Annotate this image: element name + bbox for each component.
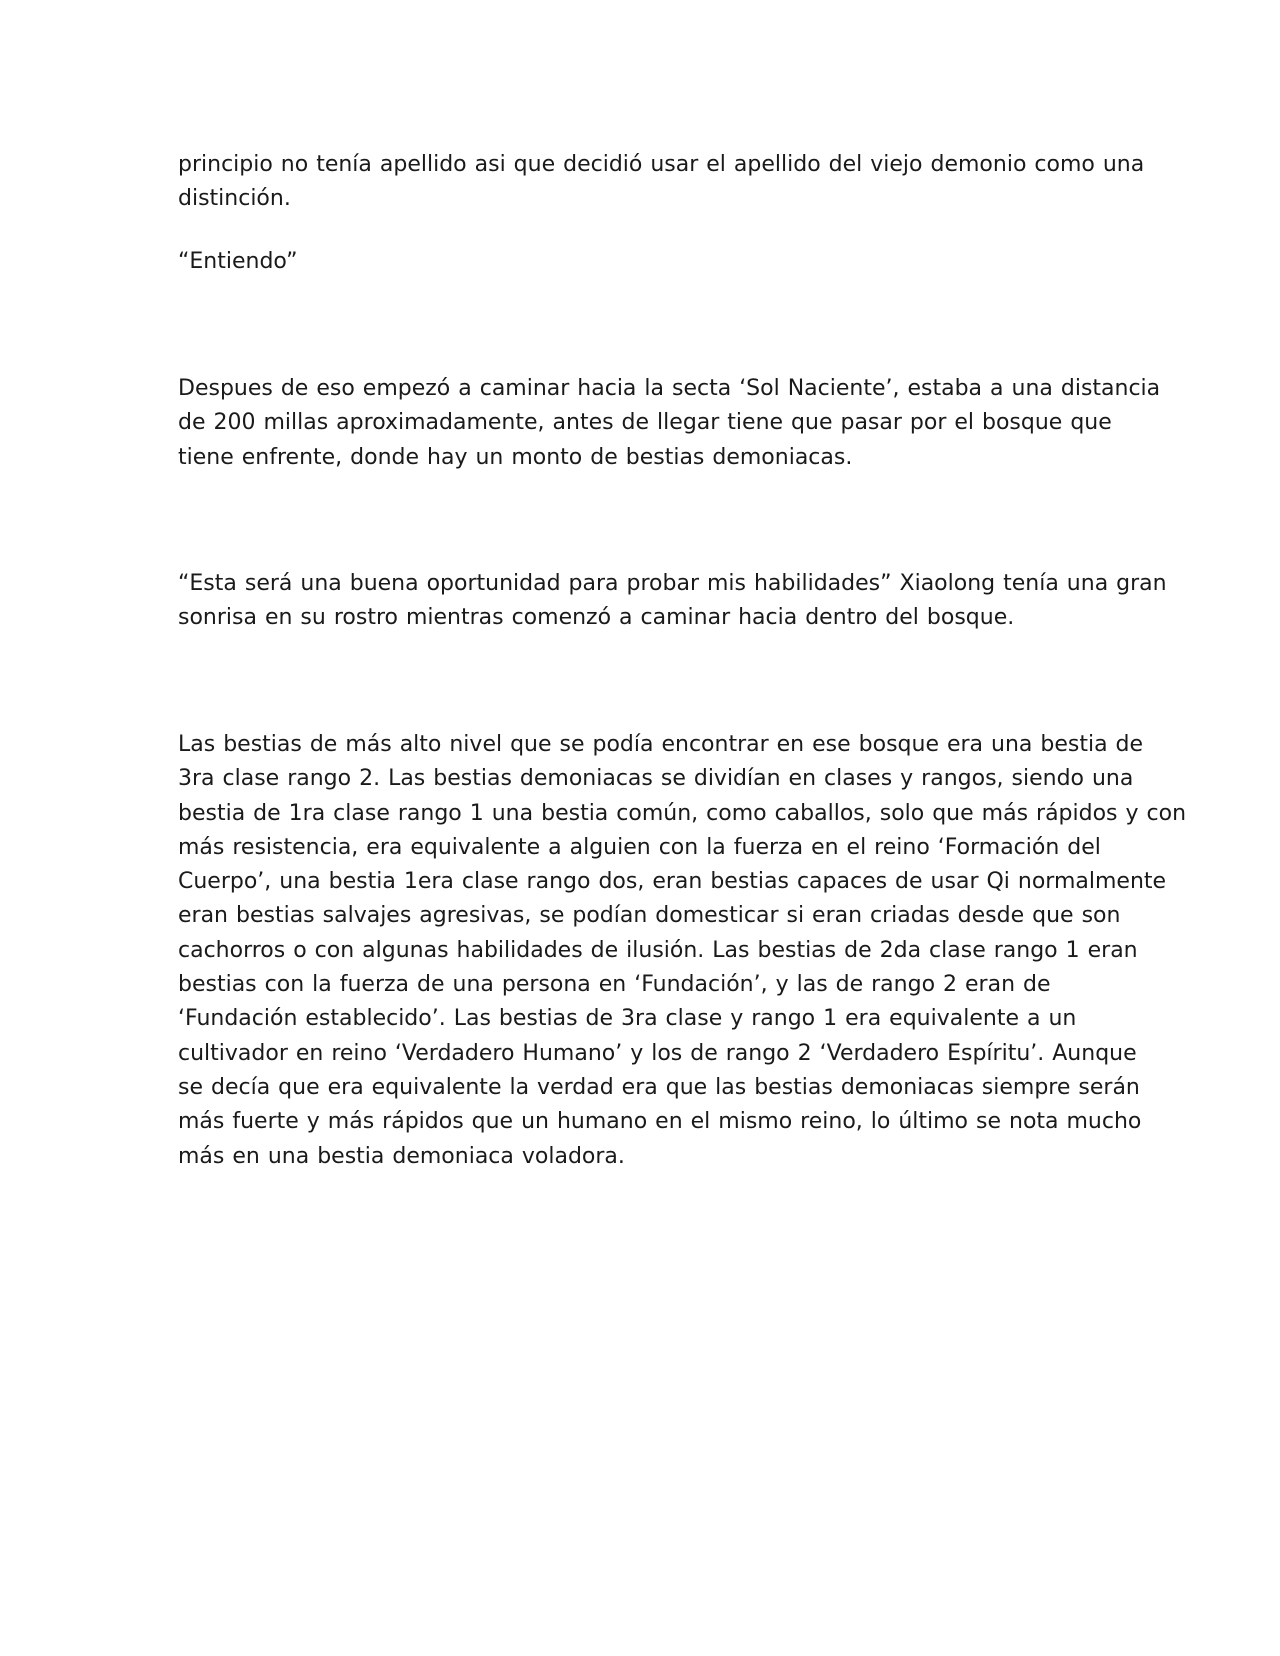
text-line: Despues de eso empezó a caminar hacia la secta ‘Sol Naciente’, estaba a una distancia [178,376,1161,401]
text-line: distinción. [178,186,291,212]
text-line: “Entiendo” [178,249,298,274]
text-line: Cuerpo’, una bestia 1era clase rango dos, eran bestias capaces de usar Qi normalmente [178,869,1167,895]
text-line: de 200 millas aproximadamente, antes de llegar tiene que pasar por el bosque que [178,410,1112,436]
text-line: tiene enfrente, donde hay un monto de bestias demoniacas. [178,444,853,470]
paragraph-opportunity [178,567,1167,636]
paragraph-surname [178,148,1145,217]
text-line: principio no tenía apellido asi que decidió usar el apellido del viejo demonio como una [178,152,1145,177]
text-line: 3ra clase rango 2. Las bestias demoniacas se dividían en clases y rangos, siendo una [178,766,1134,792]
text-line: “Esta será una buena oportunidad para probar mis habilidades” Xiaolong tenía una gran [178,571,1167,596]
text-line: cultivador en reino ‘Verdadero Humano’ y los de rango 2 ‘Verdadero Espíritu’. Aunque [178,1040,1137,1066]
text-line: más resistencia, era equivalente a alguien con la fuerza en el reino ‘Formación del [178,834,1101,860]
text-line: ‘Fundación establecido’. Las bestias de 3ra clase y rango 1 era equivalente a un [178,1006,1077,1032]
text-line: cachorros o con algunas habilidades de ilusión. Las bestias de 2da clase rango 1 eran [178,937,1138,963]
paragraph-journey [178,372,1161,475]
text-line: bestias con la fuerza de una persona en ‘Fundación’, y las de rango 2 eran de [178,972,1051,998]
text-line: se decía que era equivalente la verdad era que las bestias demoniacas siempre serán [178,1074,1140,1100]
text-line: más fuerte y más rápidos que un humano en el mismo reino, lo último se nota mucho [178,1109,1142,1135]
paragraph-dialogue-entiendo [178,245,1108,279]
text-line: Las bestias de más alto nivel que se podía encontrar en ese bosque era una bestia de [178,732,1144,757]
text-line: más en una bestia demoniaca voladora. [178,1143,625,1169]
text-line: bestia de 1ra clase rango 1 una bestia común, como caballos, solo que más rápidos y con [178,800,1187,826]
text-line: eran bestias salvajes agresivas, se podían domesticar si eran criadas desde que son [178,903,1121,929]
paragraph-beast-ranks [178,728,1187,1174]
text-line: sonrisa en su rostro mientras comenzó a caminar hacia dentro del bosque. [178,605,1015,631]
